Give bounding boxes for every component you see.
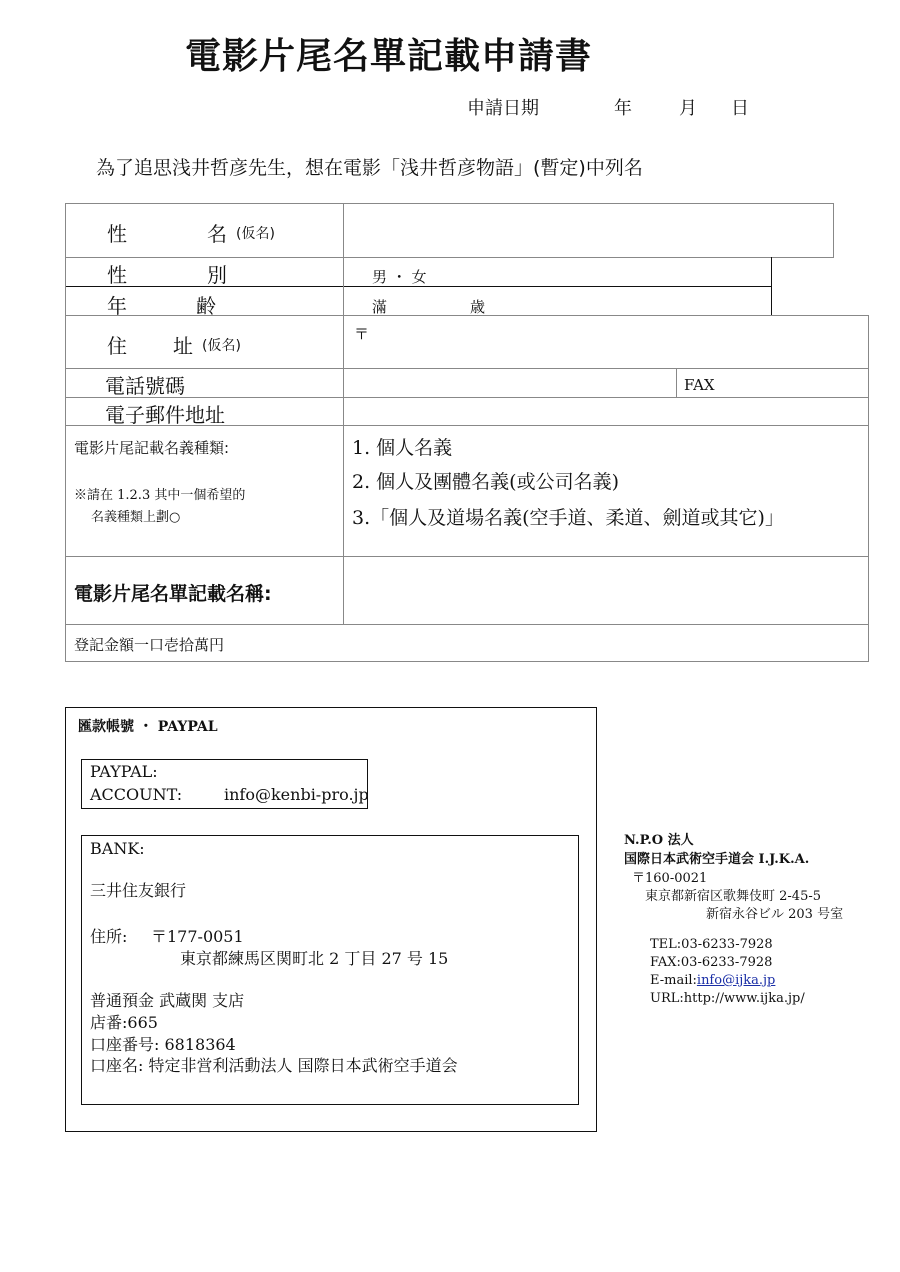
paypal-account-label: ACCOUNT:	[90, 785, 183, 804]
gender-label-1: 性	[107, 263, 127, 287]
address-field[interactable]	[370, 316, 867, 368]
age-prefix: 滿	[372, 298, 388, 316]
age-label-2: 齢	[196, 294, 216, 318]
org-address-1: 東京都新宿区歌舞伎町 2-45-5	[645, 889, 822, 904]
bank-branch-no: 店番:665	[90, 1013, 158, 1032]
org-email-line	[650, 973, 775, 988]
bank-label: BANK:	[90, 839, 145, 858]
org-address-2: 新宿永谷ビル 203 号室	[706, 907, 844, 922]
name-type-label: 電影片尾記載名義種類:	[74, 439, 230, 457]
date-year: 年	[614, 98, 632, 119]
org-url[interactable]: URL:http://www.ijka.jp/	[650, 991, 805, 1006]
paypal-account[interactable]: info@kenbi-pro.jp	[224, 785, 369, 804]
date-month: 月	[679, 98, 697, 119]
option-2[interactable]: 2. 個人及團體名義(或公司名義)	[352, 471, 619, 493]
org-tel: TEL:03-6233-7928	[650, 937, 773, 952]
date-label: 申請日期	[467, 98, 539, 119]
address-kana-label: (仮名)	[202, 338, 241, 354]
address-label-1: 住	[107, 334, 127, 358]
fax-label: FAX	[684, 376, 715, 394]
bank-name: 三井住友銀行	[90, 881, 187, 900]
name-kana-label: (仮名)	[236, 226, 275, 242]
paypal-label: PAYPAL:	[90, 762, 158, 781]
credit-name-label: 電影片尾名單記載名稱:	[74, 583, 272, 605]
option-1[interactable]: 1. 個人名義	[352, 437, 453, 459]
name-field[interactable]	[344, 204, 833, 257]
payment-heading: 匯款帳號 ・ PAYPAL	[78, 719, 218, 735]
phone-field[interactable]	[344, 369, 676, 397]
bank-postal: 〒177-0051	[151, 927, 244, 946]
fee-text: 登記金額一口壱拾萬円	[74, 636, 225, 654]
age-field[interactable]	[392, 288, 468, 314]
email-label: 電子郵件地址	[105, 403, 225, 427]
page-title: 電影片尾名單記載申請書	[185, 36, 593, 77]
email-field[interactable]	[344, 398, 867, 425]
gender-label-2: 別	[207, 263, 227, 287]
org-name: 国際日本武術空手道会 I.J.K.A.	[624, 852, 810, 867]
bank-account-no: 口座番号: 6818364	[90, 1035, 236, 1054]
org-email-label: E-mail:	[650, 973, 697, 988]
credit-name-field[interactable]	[344, 557, 867, 623]
date-day: 日	[731, 98, 749, 119]
name-type-note-1: ※請在 1.2.3 其中一個希望的	[74, 488, 246, 503]
age-suffix: 歳	[470, 298, 486, 316]
bank-address-label: 住所:	[90, 927, 128, 946]
org-fax: FAX:03-6233-7928	[650, 955, 773, 970]
gender-options[interactable]: 男 ・ 女	[372, 268, 427, 286]
postal-mark: 〒	[354, 325, 370, 343]
name-label-2: 名	[207, 222, 227, 246]
address-label-2: 址	[173, 334, 193, 358]
age-label-1: 年	[107, 294, 127, 318]
option-3[interactable]: 3.「個人及道場名義(空手道、柔道、劍道或其它)」	[352, 507, 784, 529]
bank-account-name: 口座名: 特定非営利活動法人 国際日本武術空手道会	[90, 1056, 458, 1075]
phone-label: 電話號碼	[105, 374, 185, 398]
org-email-link[interactable]: info@ijka.jp	[696, 973, 776, 988]
intro-text: 為了追思浅井哲彦先生，想在電影「浅井哲彦物語」(暫定)中列名	[96, 157, 643, 179]
fax-field[interactable]	[720, 369, 867, 397]
org-postal: 〒160-0021	[632, 871, 708, 886]
name-type-note-2: 名義種類上劃○	[91, 510, 181, 525]
bank-deposit: 普通預金 武蔵関 支店	[90, 991, 245, 1010]
bank-address: 東京都練馬区関町北 2 丁目 27 号 15	[180, 949, 449, 968]
org-type: N.P.O 法人	[624, 833, 694, 848]
name-label-1: 性	[107, 222, 127, 246]
